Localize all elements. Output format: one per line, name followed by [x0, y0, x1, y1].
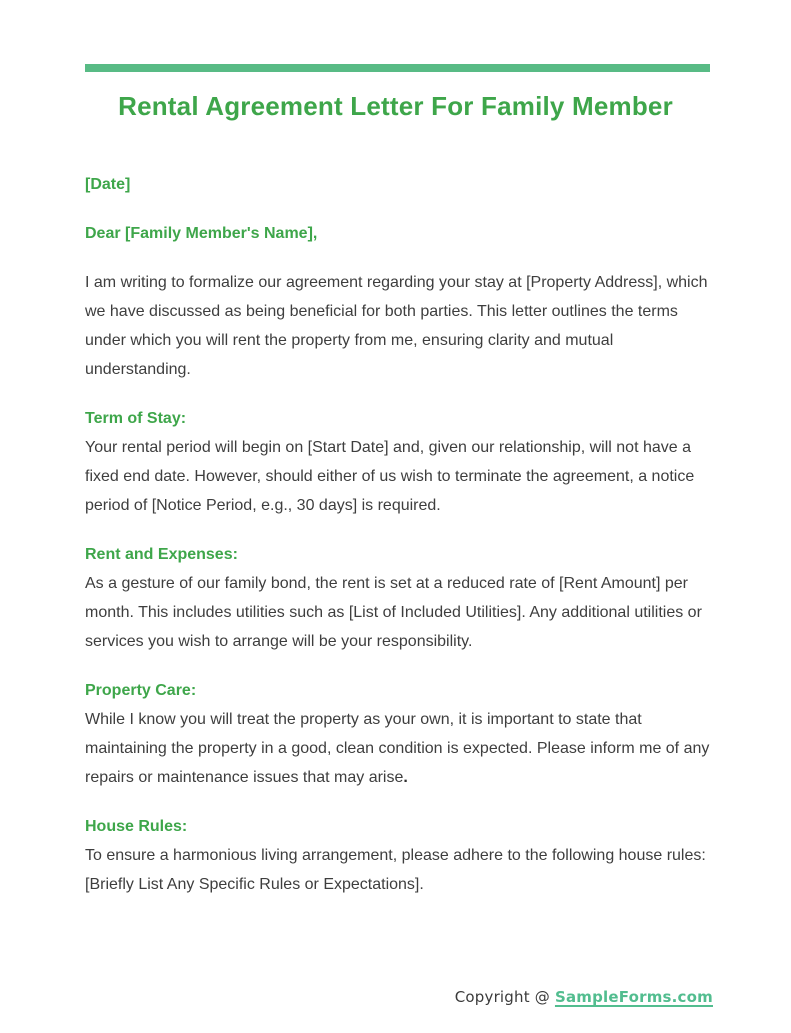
sampleforms-link[interactable]: SampleForms.com [554, 988, 713, 1006]
section-heading: Rent and Expenses: [85, 546, 238, 563]
letter-body [85, 170, 710, 899]
section-paragraph [85, 705, 710, 792]
section-paragraph [85, 841, 710, 899]
top-accent-bar [85, 64, 710, 72]
section-text: To ensure a harmonious living arrangement, please adhere to the following house rules: [Briefly List Any Specific Rules or Expectations]. [85, 847, 706, 893]
date-placeholder: [Date] [85, 176, 131, 193]
section-text: As a gesture of our family bond, the rent is set at a reduced rate of [Rent Amount] per month. This includes utilities such as [List of Included Utilities]. Any additional utilities or services you wish to arrange will be your responsibility. [85, 575, 702, 650]
section-heading: Property Care: [85, 682, 197, 699]
section-bold-suffix: . [403, 769, 408, 786]
section-heading: House Rules: [85, 818, 188, 835]
section-text: While I know you will treat the property as your own, it is important to state that maintaining the property in a good, clean condition is expected. Please inform me of any repairs or maintenance issues that may arise [85, 711, 710, 786]
intro-paragraph: I am writing to formalize our agreement regarding your stay at [Property Address], which we have discussed as being beneficial for both parties. This letter outlines the terms under which you will rent the property from me, ensuring clarity and mutual understanding. [85, 274, 708, 378]
section-house-rules [85, 812, 710, 899]
footer [455, 988, 713, 1006]
section-paragraph [85, 569, 710, 656]
salutation: Dear [Family Member's Name], [85, 225, 318, 242]
section-property-care [85, 676, 710, 792]
page-title: Rental Agreement Letter For Family Member [118, 91, 673, 121]
section-heading: Term of Stay: [85, 410, 187, 427]
section-rent-and-expenses [85, 540, 710, 656]
section-paragraph [85, 433, 710, 520]
section-text: Your rental period will begin on [Start Date] and, given our relationship, will not have a fixed end date. However, should either of us wish to terminate the agreement, a notice period of [Notice Period, e.g., 30 days] is required. [85, 439, 695, 514]
copyright-text: Copyright @ [454, 988, 555, 1006]
section-term-of-stay [85, 404, 710, 520]
